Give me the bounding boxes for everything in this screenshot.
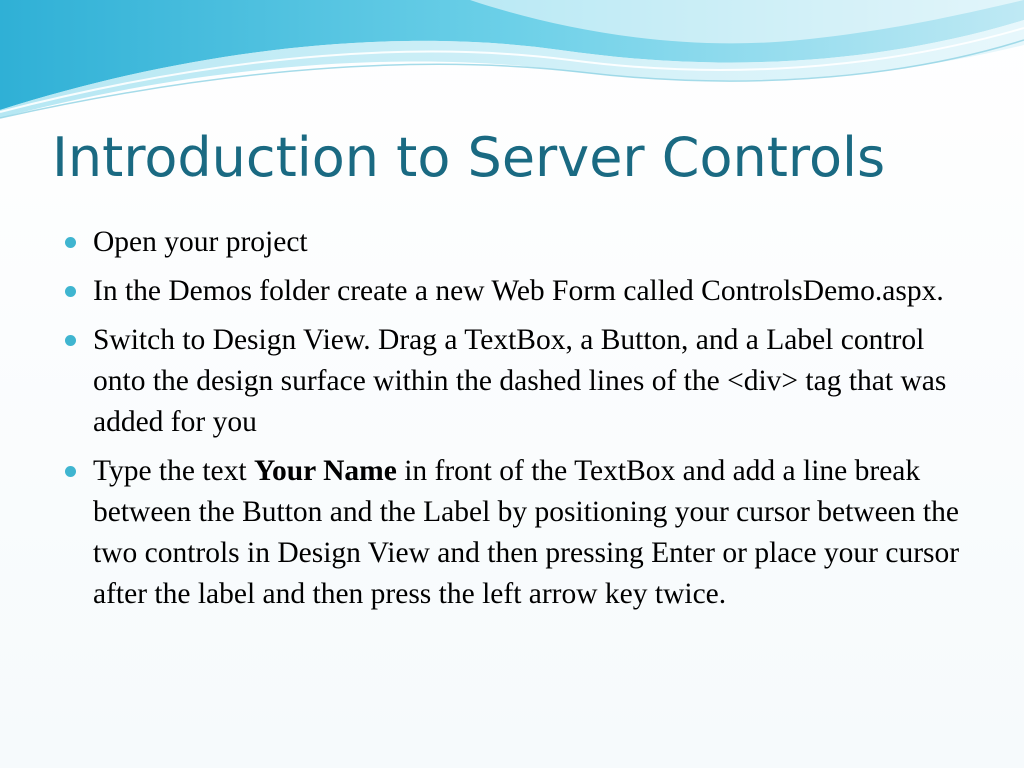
bullet-dot-icon bbox=[65, 286, 76, 297]
bullet-item bbox=[60, 451, 970, 615]
header-wave-decoration bbox=[0, 0, 1024, 120]
bullet-text-after: in front of the TextBox and add a line break between the Button and the Label by positioning your cursor between the two controls in Design View and then pressing Enter or place your cursor after the label and then press the left arrow key twice. bbox=[93, 455, 960, 610]
bullet-item bbox=[60, 222, 970, 263]
bullet-bold-text: Your Name bbox=[253, 455, 397, 487]
bullet-text-before: Type the text bbox=[93, 455, 254, 487]
bullet-dot-icon bbox=[65, 335, 76, 346]
bullet-list bbox=[60, 222, 970, 623]
bullet-item bbox=[60, 271, 970, 312]
bullet-text: Open your project bbox=[93, 226, 308, 258]
bullet-text: In the Demos folder create a new Web Form called ControlsDemo.aspx. bbox=[93, 275, 944, 307]
slide-title: Introduction to Server Controls bbox=[52, 126, 886, 189]
bullet-dot-icon bbox=[65, 466, 76, 477]
bullet-item bbox=[60, 320, 970, 443]
bullet-dot-icon bbox=[65, 237, 76, 248]
bullet-text: Switch to Design View. Drag a TextBox, a Button, and a Label control onto the design surface within the dashed lines of the <div> tag that was added for you bbox=[93, 324, 947, 438]
